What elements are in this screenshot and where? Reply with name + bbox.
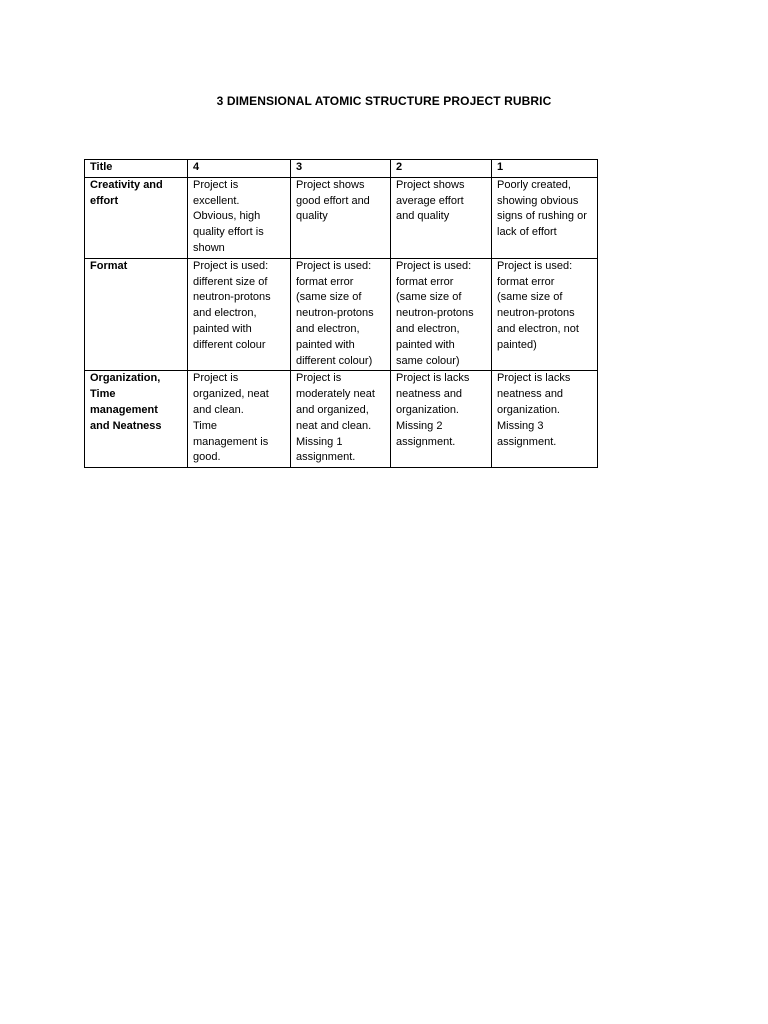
criterion-creativity: Creativity and effort bbox=[85, 177, 188, 258]
document-title: 3 DIMENSIONAL ATOMIC STRUCTURE PROJECT RUBRIC bbox=[216, 94, 552, 108]
row-organization bbox=[85, 371, 598, 468]
criterion-organization: Organization, Time management and Neatness bbox=[85, 371, 188, 468]
header-score-2: 2 bbox=[391, 160, 492, 178]
rubric-table bbox=[84, 159, 598, 468]
cell-organization-2: Project is lacks neatness and organization. Missing 2 assignment. bbox=[391, 371, 492, 468]
header-title: Title bbox=[85, 160, 188, 178]
cell-creativity-3: Project shows good effort and quality bbox=[291, 177, 391, 258]
cell-organization-1: Project is lacks neatness and organization. Missing 3 assignment. bbox=[492, 371, 598, 468]
cell-organization-4: Project is organized, neat and clean. Time management is good. bbox=[188, 371, 291, 468]
cell-format-2: Project is used: format error (same size of neutron-protons and electron, painted with same colour) bbox=[391, 258, 492, 371]
cell-creativity-1: Poorly created, showing obvious signs of rushing or lack of effort bbox=[492, 177, 598, 258]
cell-format-1: Project is used: format error (same size of neutron-protons and electron, not painted) bbox=[492, 258, 598, 371]
cell-creativity-2: Project shows average effort and quality bbox=[391, 177, 492, 258]
cell-creativity-4: Project is excellent. Obvious, high quality effort is shown bbox=[188, 177, 291, 258]
cell-format-3: Project is used: format error (same size of neutron-protons and electron, painted with different colour) bbox=[291, 258, 391, 371]
header-score-4: 4 bbox=[188, 160, 291, 178]
cell-organization-3: Project is moderately neat and organized, neat and clean. Missing 1 assignment. bbox=[291, 371, 391, 468]
header-row bbox=[85, 160, 598, 178]
header-score-3: 3 bbox=[291, 160, 391, 178]
row-creativity bbox=[85, 177, 598, 258]
header-score-1: 1 bbox=[492, 160, 598, 178]
criterion-format: Format bbox=[85, 258, 188, 371]
row-format bbox=[85, 258, 598, 371]
cell-format-4: Project is used: different size of neutron-protons and electron, painted with different colour bbox=[188, 258, 291, 371]
